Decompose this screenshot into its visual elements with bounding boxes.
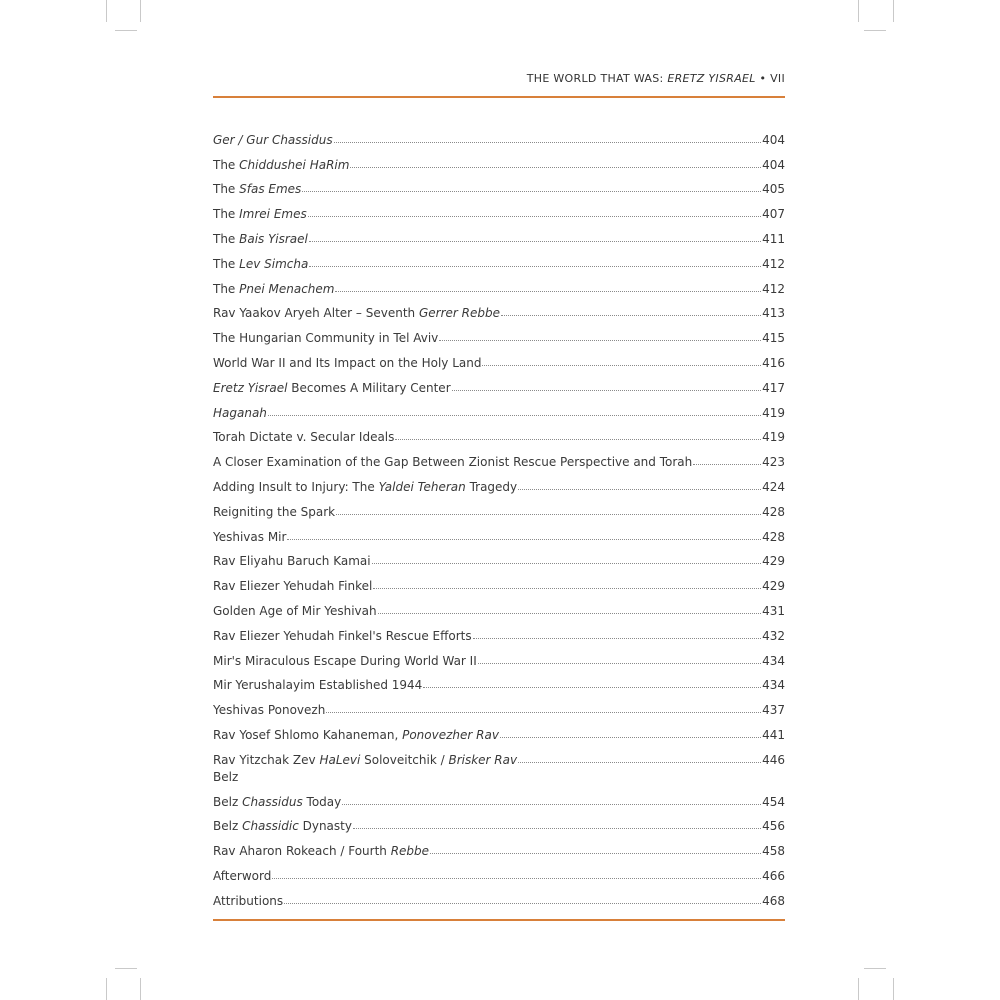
toc-leader-dots (336, 514, 761, 515)
toc-entry (213, 858, 785, 883)
toc-entry-title (213, 654, 477, 668)
toc-leader-dots (335, 291, 761, 292)
toc-entry-title-segment: The (213, 281, 240, 296)
toc-entry-title-segment: Mir's Miraculous Escape During World War II (213, 653, 477, 668)
toc-leader-dots (302, 191, 761, 192)
toc-entry-title-segment: Attributions (213, 893, 284, 908)
crop-mark (115, 968, 137, 969)
toc-entry-title (213, 795, 341, 809)
toc-entry-title-segment: Rav Eliezer Yehudah Finkel's Rescue Efforts (213, 628, 472, 643)
toc-entry-title (213, 381, 451, 395)
toc-entry-page: 412 (762, 256, 785, 271)
toc-leader-dots (373, 588, 761, 589)
toc-entry-title-segment: Rav Eliezer Yehudah Finkel (213, 579, 373, 594)
crop-mark (864, 968, 886, 969)
toc-leader-dots (452, 390, 761, 391)
toc-leader-dots (342, 804, 761, 805)
toc-entry-title (213, 554, 371, 568)
crop-mark (140, 0, 141, 22)
toc-entry-title-segment: Chassidic (242, 819, 299, 834)
toc-entry-page: 404 (762, 157, 785, 172)
toc-entry (213, 784, 785, 809)
toc-entry-title-segment: Belz (213, 769, 239, 784)
toc-entry-title-segment: Rav Yitzchak Zev (213, 752, 320, 767)
toc-leader-dots (518, 489, 761, 490)
bottom-rule (213, 919, 785, 921)
toc-entry-title (213, 579, 372, 593)
toc-entry (213, 593, 785, 618)
toc-leader-dots (284, 903, 761, 904)
toc-entry-title-segment: Adding Insult to Injury: The (213, 479, 379, 494)
toc-entry-title (213, 604, 377, 618)
toc-entry-page: 417 (762, 380, 785, 395)
toc-leader-dots (518, 762, 761, 763)
toc-entry-title (213, 728, 499, 742)
toc-leader-dots (439, 340, 761, 341)
toc-entry (213, 883, 785, 908)
toc-entry-page: 416 (762, 355, 785, 370)
toc-entry (213, 568, 785, 593)
toc-entry-page: 431 (762, 603, 785, 618)
toc-leader-dots (693, 464, 761, 465)
toc-entry-title (213, 182, 301, 196)
toc-entry-title-segment: The (213, 157, 240, 172)
toc-entry-page: 429 (762, 554, 785, 569)
toc-leader-dots (326, 712, 761, 713)
toc-entry (213, 221, 785, 246)
toc-entry (213, 320, 785, 345)
crop-mark (864, 30, 886, 31)
toc-leader-dots (309, 266, 761, 267)
crop-mark (106, 978, 107, 1000)
toc-entry-page: 434 (762, 653, 785, 668)
toc-entry-title-segment: The (213, 231, 240, 246)
toc-entry-page: 415 (762, 331, 785, 346)
header-prefix: THE WORLD THAT WAS: (526, 72, 668, 85)
toc-entry-title-segment: Bais Yisrael (239, 231, 308, 246)
toc-leader-dots (395, 439, 761, 440)
toc-entry (213, 196, 785, 221)
crop-mark (893, 978, 894, 1000)
toc-entry-title-segment: A Closer Examination of the Gap Between Zionist Rescue Perspective and Torah (213, 455, 693, 470)
toc-entry-title (213, 406, 267, 420)
toc-entry-page: 466 (762, 868, 785, 883)
toc-entry-title-segment: Imrei Emes (239, 207, 307, 222)
toc-entry (213, 742, 785, 767)
toc-entry-title-segment: Becomes A Military Center (287, 380, 451, 395)
toc-entry-title-segment: The (213, 207, 240, 222)
toc-entry-title-segment: Belz (213, 794, 243, 809)
toc-entry-title-segment: Yeshivas Mir (213, 529, 287, 544)
toc-entry-title (213, 306, 500, 320)
toc-entry-title-segment: Today (302, 794, 342, 809)
toc-entry-title (213, 505, 335, 519)
toc-entry-title-segment: Chassidus (242, 794, 303, 809)
toc-entry-page: 434 (762, 678, 785, 693)
toc-entry (213, 668, 785, 693)
toc-entry-title-segment: Torah Dictate v. Secular Ideals (213, 430, 395, 445)
toc-entry-page: 446 (762, 752, 785, 767)
toc-entry-page: 419 (762, 405, 785, 420)
toc-entry-title (213, 158, 349, 172)
toc-leader-dots (423, 687, 761, 688)
toc-leader-dots (268, 415, 761, 416)
toc-entry-title-segment: Eretz Yisrael (213, 380, 288, 395)
toc-entry (213, 717, 785, 742)
toc-entry-title (213, 819, 352, 833)
toc-leader-dots (350, 167, 761, 168)
toc-entry-page: 428 (762, 529, 785, 544)
toc-entry-page: 407 (762, 207, 785, 222)
toc-entry (213, 420, 785, 445)
toc-entry (213, 692, 785, 717)
toc-entry-title (213, 844, 429, 858)
header-italic: ERETZ YISRAEL (667, 72, 756, 85)
toc-leader-dots (478, 663, 761, 664)
header-suffix: • VII (755, 72, 785, 85)
toc-leader-dots (309, 241, 761, 242)
toc-entry-title-segment: Yeshivas Ponovezh (213, 703, 326, 718)
toc-entry-title-segment: Mir Yerushalayim Established 1944 (213, 678, 423, 693)
toc-entry-title (213, 770, 238, 784)
toc-entry-title-segment: The Hungarian Community in Tel Aviv (213, 331, 439, 346)
toc-entry (213, 246, 785, 271)
toc-entry-title-segment: Soloveitchik / (360, 752, 449, 767)
toc-leader-dots (430, 853, 761, 854)
toc-entry (213, 469, 785, 494)
toc-entry-page: 411 (762, 231, 785, 246)
crop-mark (858, 0, 859, 22)
table-of-contents (213, 122, 785, 908)
toc-entry-page: 423 (762, 455, 785, 470)
running-header (213, 72, 785, 85)
toc-entry-title (213, 894, 283, 908)
toc-entry-page: 405 (762, 182, 785, 197)
toc-entry-title-segment: Rav Yaakov Aryeh Alter – Seventh (213, 306, 419, 321)
crop-mark (858, 978, 859, 1000)
toc-entry-title-segment: Tragedy (465, 479, 518, 494)
toc-entry-title-segment: Lev Simcha (239, 256, 309, 271)
toc-entry-title-segment: Yaldei Teheran (378, 479, 466, 494)
toc-entry (213, 370, 785, 395)
toc-entry (213, 122, 785, 147)
toc-entry (213, 494, 785, 519)
toc-entry (213, 296, 785, 321)
toc-entry-page: 432 (762, 628, 785, 643)
toc-entry-title-segment: Rebbe (390, 844, 430, 859)
toc-entry-page: 454 (762, 794, 785, 809)
toc-entry-title-segment: Belz (213, 819, 243, 834)
toc-entry-title (213, 331, 438, 345)
toc-entry-title-segment: HaLevi (319, 752, 361, 767)
toc-entry (213, 345, 785, 370)
toc-leader-dots (308, 216, 761, 217)
toc-entry (213, 767, 785, 784)
toc-entry-title (213, 257, 308, 271)
toc-entry-title (213, 678, 422, 692)
toc-entry-title-segment: Ponovezher Rav (402, 727, 499, 742)
toc-entry-title-segment: Pnei Menachem (239, 281, 335, 296)
toc-entry-title (213, 356, 481, 370)
toc-leader-dots (482, 365, 761, 366)
toc-leader-dots (378, 613, 761, 614)
toc-entry-title-segment: Rav Aharon Rokeach / Fourth (213, 844, 391, 859)
toc-leader-dots (372, 563, 761, 564)
toc-entry-title (213, 753, 517, 767)
toc-entry-page: 468 (762, 893, 785, 908)
toc-entry (213, 172, 785, 197)
toc-entry-title-segment: Rav Yosef Shlomo Kahaneman, (213, 727, 403, 742)
toc-entry-page: 413 (762, 306, 785, 321)
toc-entry-page: 437 (762, 703, 785, 718)
toc-entry (213, 544, 785, 569)
toc-leader-dots (501, 315, 761, 316)
toc-entry-title-segment: Gerrer Rebbe (418, 306, 500, 321)
toc-leader-dots (353, 828, 761, 829)
toc-entry (213, 271, 785, 296)
toc-entry-title-segment: Rav Eliyahu Baruch Kamai (213, 554, 371, 569)
toc-entry (213, 618, 785, 643)
toc-entry-page: 419 (762, 430, 785, 445)
toc-entry (213, 833, 785, 858)
toc-entry-title (213, 232, 308, 246)
toc-entry-title (213, 480, 517, 494)
toc-entry-title-segment: Brisker Rav (448, 752, 518, 767)
toc-entry-title-segment: World War II and Its Impact on the Holy Land (213, 355, 482, 370)
toc-leader-dots (334, 142, 762, 143)
toc-entry (213, 519, 785, 544)
toc-entry-title (213, 430, 394, 444)
toc-entry (213, 395, 785, 420)
crop-mark (140, 978, 141, 1000)
toc-entry-title-segment: Golden Age of Mir Yeshivah (213, 603, 377, 618)
toc-leader-dots (272, 878, 761, 879)
toc-leader-dots (500, 737, 761, 738)
toc-entry-page: 429 (762, 579, 785, 594)
toc-entry-title-segment: The (213, 182, 240, 197)
crop-mark (115, 30, 137, 31)
toc-entry-title-segment: Reigniting the Spark (213, 504, 336, 519)
toc-entry-title-segment: Ger / Gur Chassidus (213, 132, 333, 147)
toc-entry-title-segment: The (213, 256, 240, 271)
toc-entry-title (213, 455, 692, 469)
toc-entry-title-segment: Dynasty (298, 819, 352, 834)
toc-leader-dots (473, 638, 761, 639)
toc-entry-title-segment: Chiddushei HaRim (239, 157, 350, 172)
crop-mark (106, 0, 107, 22)
toc-entry-page: 456 (762, 819, 785, 834)
toc-entry-page: 424 (762, 479, 785, 494)
top-rule (213, 96, 785, 98)
crop-mark (893, 0, 894, 22)
toc-entry (213, 147, 785, 172)
toc-entry-page: 458 (762, 844, 785, 859)
toc-entry-title (213, 530, 286, 544)
toc-entry (213, 809, 785, 834)
toc-entry-page: 441 (762, 727, 785, 742)
toc-entry-title (213, 282, 334, 296)
toc-entry-title-segment: Afterword (213, 868, 272, 883)
toc-leader-dots (287, 539, 761, 540)
toc-entry-title-segment: Sfas Emes (239, 182, 302, 197)
toc-entry-page: 428 (762, 504, 785, 519)
toc-entry-title (213, 133, 333, 147)
toc-entry-page: 404 (762, 132, 785, 147)
toc-entry (213, 444, 785, 469)
toc-entry-title-segment: Haganah (213, 405, 267, 420)
toc-entry-title (213, 703, 325, 717)
toc-entry-title (213, 629, 472, 643)
toc-entry (213, 643, 785, 668)
toc-entry-title (213, 207, 307, 221)
toc-entry-page: 412 (762, 281, 785, 296)
toc-entry-title (213, 869, 271, 883)
